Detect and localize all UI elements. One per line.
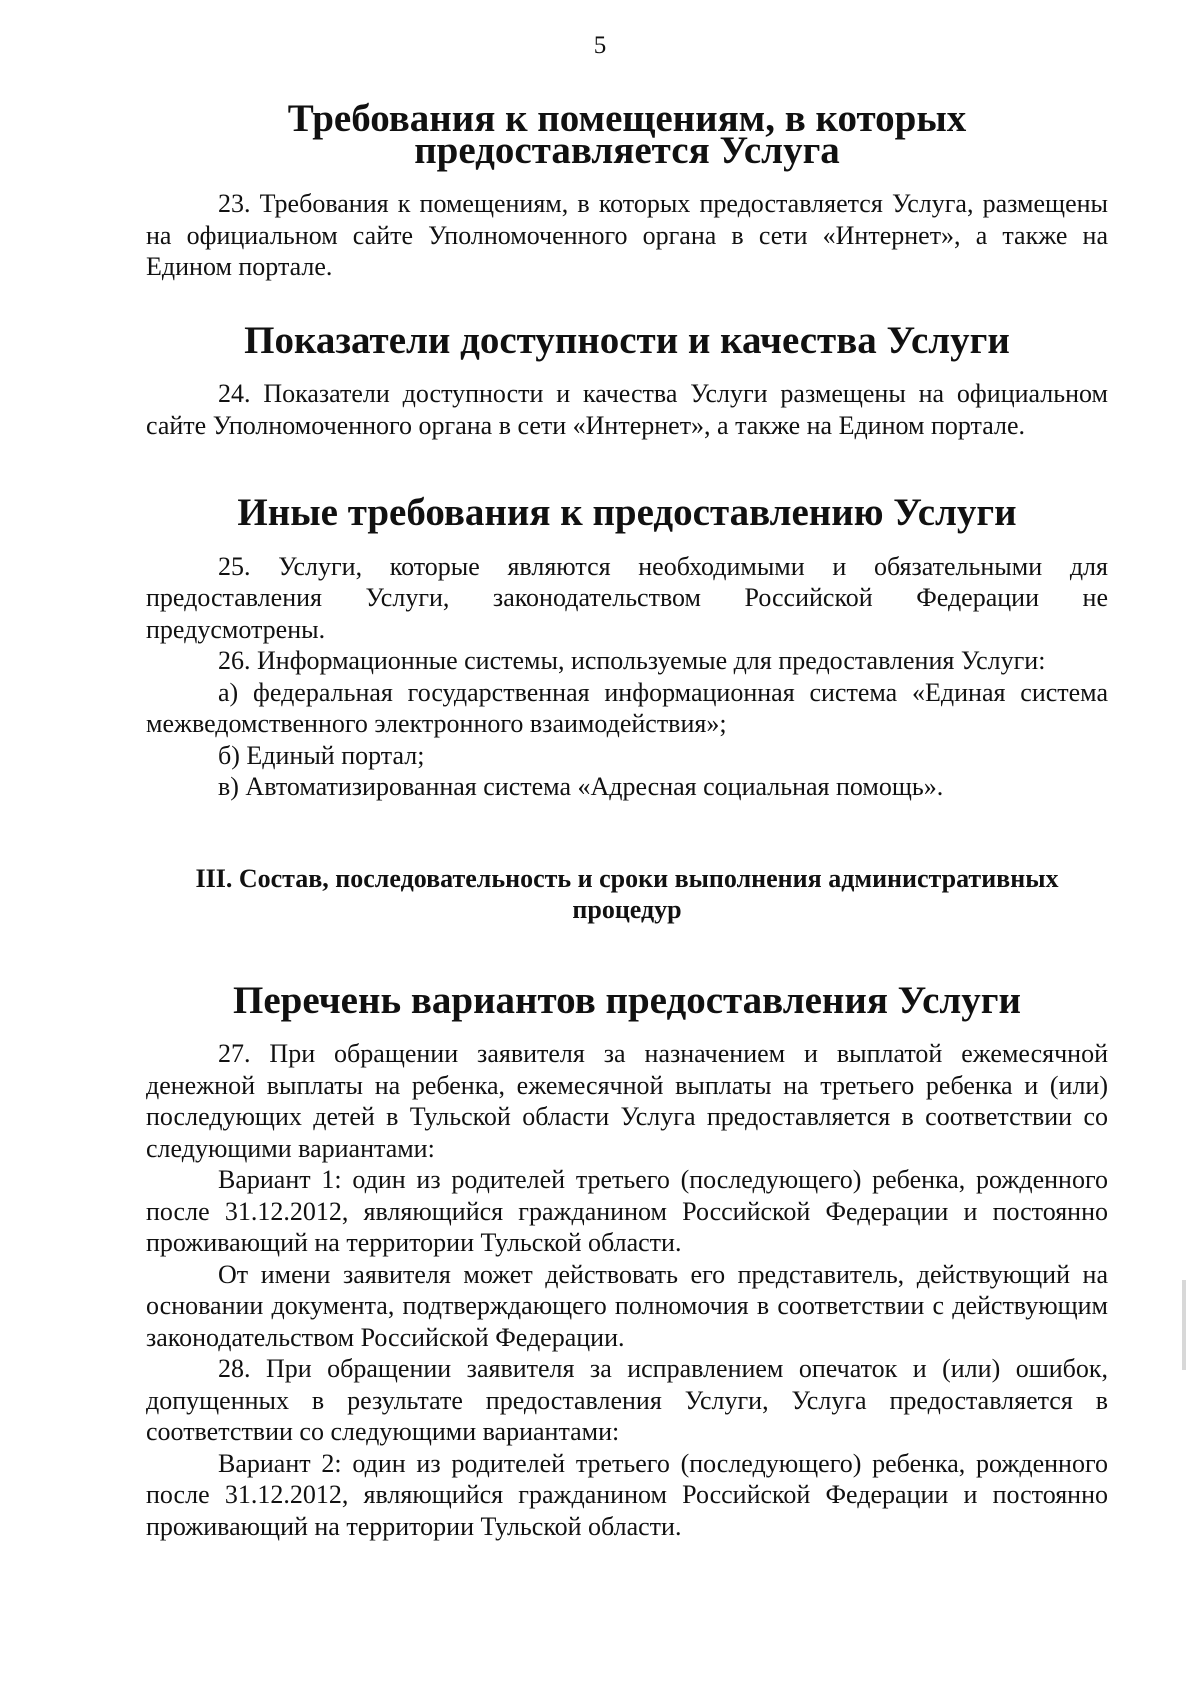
paragraph-25: 25. Услуги, которые являются необходимыми и обязательными для предоставления Услуги, законодательством Российской Федерации не предусмотрены.: [146, 551, 1108, 644]
heading-other-requirements: Иные требования к предоставлению Услуги: [237, 491, 1017, 534]
paragraph-27: 27. При обращении заявителя за назначением и выплатой ежемесячной денежной выплаты на ребенка, ежемесячной выплаты на третьего ребенка и (или) последующих детей в Тульской области Услуга предоставляется в соответствии со следующими вариантами:: [146, 1039, 1108, 1163]
paragraph-24: 24. Показатели доступности и качества Услуги размещены на официальном сайте Уполномоченного органа в сети «Интернет», а также на Едином портале.: [146, 379, 1108, 440]
paragraph-26-c: в) Автоматизированная система «Адресная социальная помощь».: [218, 772, 944, 801]
document-body: [146, 97, 1108, 1542]
paragraph-representative: От имени заявителя может действовать его представитель, действующий на основании документа, подтверждающего полномочия в соответствии с действующим законодательством Российской Федерации.: [146, 1259, 1108, 1352]
heading-variants: Перечень вариантов предоставления Услуги: [233, 978, 1021, 1022]
heading-premises: Требования к помещениям, в которых предоставляется Услуга: [287, 97, 967, 172]
paragraph-variant-2: Вариант 2: один из родителей третьего (последующего) ребенка, рожденного после 31.12.2012, являющийся гражданином Российской Федерации и постоянно проживающий на территории Тульской области.: [146, 1448, 1108, 1541]
paragraph-23: 23. Требования к помещениям, в которых предоставляется Услуга, размещены на официальном сайте Уполномоченного органа в сети «Интернет», а также на Едином портале.: [146, 189, 1108, 281]
paragraph-variant-1: Вариант 1: один из родителей третьего (последующего) ребенка, рожденного после 31.12.2012, являющийся гражданином Российской Федерации и постоянно проживающий на территории Тульской области.: [146, 1165, 1108, 1257]
heading-chapter-3: III. Состав, последовательность и сроки выполнения административных процедур: [195, 863, 1059, 924]
paragraph-28: 28. При обращении заявителя за исправлением опечаток и (или) ошибок, допущенных в результате предоставления Услуги, Услуга предоставляется в соответствии со следующими вариантами:: [146, 1354, 1108, 1446]
paragraph-26: 26. Информационные системы, используемые для предоставления Услуги:: [218, 646, 1046, 675]
paragraph-26-b: б) Единый портал;: [218, 740, 425, 770]
paragraph-26-a: а) федеральная государственная информационная система «Единая система межведомственного электронного взаимодействия»;: [146, 677, 1108, 738]
page-number: 5: [593, 32, 607, 59]
scan-edge-mark: [1182, 1280, 1186, 1370]
heading-quality: Показатели доступности и качества Услуги: [244, 318, 1010, 362]
